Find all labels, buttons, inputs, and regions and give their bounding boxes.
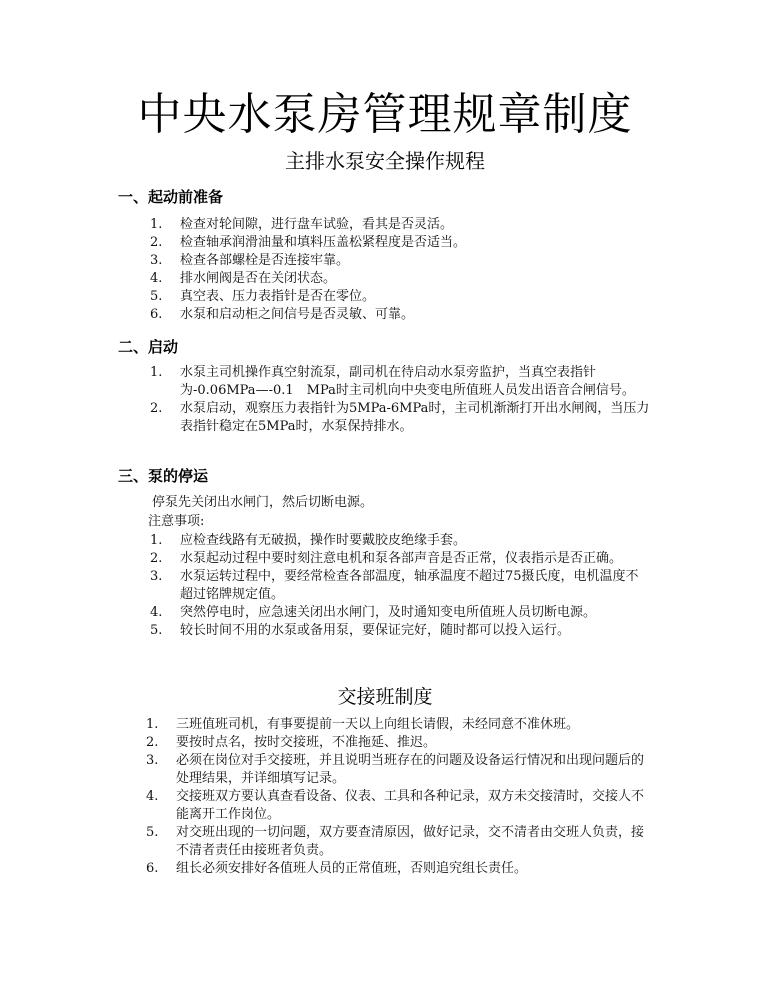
list-item xyxy=(146,716,646,734)
list-item xyxy=(146,734,646,752)
startup-list xyxy=(150,364,660,436)
shift-handover-list xyxy=(146,716,646,878)
list-text: 水泵起动过程中要时刻注意电机和泵各部声音是否正常，仪表指示是否正确。 xyxy=(180,551,623,566)
list-number: 4. xyxy=(150,271,163,286)
list-text: 水泵和启动柜之间信号是否灵敏、可靠。 xyxy=(180,307,415,322)
notes-list xyxy=(150,532,650,640)
document-subtitle: 主排水泵安全操作规程 xyxy=(285,149,485,173)
list-text: 突然停电时，应急速关闭出水闸门，及时通知变电所值班人员切断电源。 xyxy=(180,605,597,620)
list-text: 水泵主司机操作真空射流泵，副司机在待启动水泵旁监护，当真空表指针为-0.06MPa—-0.1 MPa时主司机向中央变电所值班人员发出语音合闸信号。 xyxy=(180,365,635,398)
list-number: 5. xyxy=(150,623,163,638)
list-item xyxy=(146,824,646,860)
list-number: 5. xyxy=(150,289,163,304)
list-item xyxy=(150,306,670,324)
startup-prep-list xyxy=(150,216,670,324)
list-number: 6. xyxy=(150,307,163,322)
list-item xyxy=(150,288,670,306)
list-number: 2. xyxy=(146,735,159,750)
notes-label: 注意事项: xyxy=(148,514,205,529)
list-text: 交接班双方要认真查看设备、仪表、工具和各种记录，双方未交接清时，交接人不能离开工作岗位。 xyxy=(176,789,645,822)
list-text: 要按时点名，按时交接班，不准拖延、推迟。 xyxy=(176,735,437,750)
list-text: 必须在岗位对手交接班，并且说明当班存在的问题及设备运行情况和出现问题后的处理结果，并详细填写记录。 xyxy=(176,753,645,786)
list-number: 4. xyxy=(146,789,159,804)
list-number: 3. xyxy=(146,753,159,768)
list-text: 三班值班司机，有事要提前一天以上向组长请假，未经同意不准休班。 xyxy=(176,717,580,732)
list-text: 检查各部螺栓是否连接牢靠。 xyxy=(180,253,350,268)
list-number: 1. xyxy=(146,717,159,732)
list-item xyxy=(150,532,650,550)
list-number: 5. xyxy=(146,825,159,840)
list-text: 排水闸阀是否在关闭状态。 xyxy=(180,271,337,286)
list-item xyxy=(150,252,670,270)
list-text: 水泵运转过程中，要经常检查各部温度，轴承温度不超过75摄氏度，电机温度不超过铭牌规定值。 xyxy=(180,569,639,602)
list-item xyxy=(150,604,650,622)
section-heading-shift-handover: 交接班制度 xyxy=(337,686,433,708)
list-text: 检查轴承润滑油量和填料压盖松紧程度是否适当。 xyxy=(180,235,467,250)
list-item xyxy=(150,550,650,568)
list-item xyxy=(150,216,670,234)
list-item xyxy=(150,234,670,252)
stop-procedure-text: 停泵先关闭出水闸门，然后切断电源。 xyxy=(152,495,374,510)
list-number: 3. xyxy=(150,569,163,584)
list-number: 1. xyxy=(150,365,163,380)
list-number: 1. xyxy=(150,533,163,548)
list-number: 2. xyxy=(150,401,163,416)
list-text: 检查对轮间隙，进行盘车试验，看其是否灵活。 xyxy=(180,217,454,232)
list-item xyxy=(150,622,650,640)
list-text: 水泵启动，观察压力表指针为5MPa-6MPa时，主司机渐渐打开出水闸阀，当压力表指针稳定在5MPa时，水泵保持排水。 xyxy=(180,401,650,434)
section-heading-startup-prep: 一、起动前准备 xyxy=(118,188,224,206)
list-item xyxy=(146,752,646,788)
list-item xyxy=(146,860,646,878)
list-item xyxy=(150,400,660,436)
list-text: 真空表、压力表指针是否在零位。 xyxy=(180,289,376,304)
document-title: 中央水泵房管理规章制度 xyxy=(137,89,633,140)
list-item xyxy=(150,270,670,288)
section-heading-stop: 三、泵的停运 xyxy=(118,467,209,485)
list-number: 2. xyxy=(150,235,163,250)
list-text: 应检查线路有无破损，操作时要戴胶皮绝缘手套。 xyxy=(180,533,467,548)
list-number: 1. xyxy=(150,217,163,232)
list-item xyxy=(150,568,650,604)
list-number: 6. xyxy=(146,861,159,876)
list-text: 对交班出现的一切问题，双方要查清原因，做好记录，交不清者由交班人负责，接不清者责任由接班者负责。 xyxy=(176,825,645,858)
list-text: 较长时间不用的水泵或备用泵，要保证完好，随时都可以投入运行。 xyxy=(180,623,571,638)
list-item xyxy=(146,788,646,824)
section-heading-startup: 二、启动 xyxy=(118,338,179,356)
list-text: 组长必须安排好各值班人员的正常值班，否则追究组长责任。 xyxy=(176,861,528,876)
list-item xyxy=(150,364,660,400)
list-number: 3. xyxy=(150,253,163,268)
list-number: 2. xyxy=(150,551,163,566)
list-number: 4. xyxy=(150,605,163,620)
